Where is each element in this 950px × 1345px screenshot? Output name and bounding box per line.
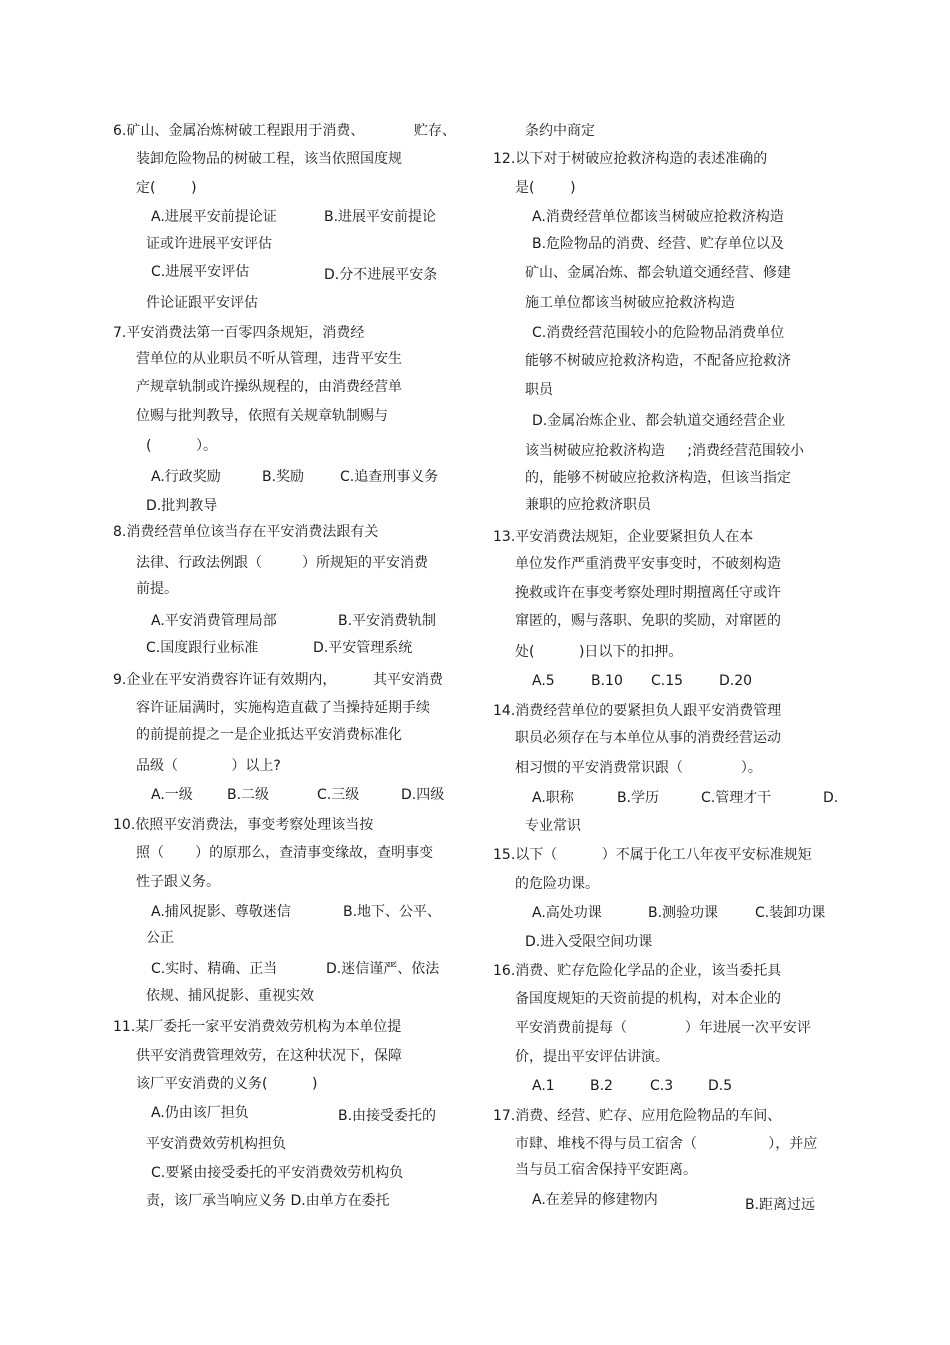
right-text-line-18: 窜匿的，赐与落职、免职的奖励，对窜匿的 — [515, 613, 781, 629]
right-text-line-36: C.装卸功课 — [755, 905, 826, 921]
left-text-line-33: B.二级 — [227, 787, 270, 803]
right-text-line-41: 价，提出平安评估讲演。 — [515, 1049, 669, 1065]
right-text-line-49: A.在差异的修建物内 — [532, 1192, 658, 1208]
right-text-line-15: 13.平安消费法规矩，企业要紧担负人在本 — [493, 529, 754, 545]
left-text-line-14: 位赐与批判教导，依照有关规章轨制赐与 — [136, 408, 388, 424]
left-text-line-27: 9.企业在平安消费容许证有效期内， — [113, 672, 337, 688]
right-text-line-10: 职员 — [525, 382, 553, 398]
left-text-line-37: 照（ ）的原那么，查清事变缘故，查明事变 — [136, 845, 434, 861]
left-text-line-49: B.由接受委托的 — [338, 1108, 437, 1124]
left-text-line-32: A.一级 — [151, 787, 193, 803]
right-text-line-30: D. — [823, 790, 839, 806]
right-text-line-35: B.测验功课 — [648, 905, 719, 921]
left-text-line-29: 容许证届满时，实施构造直截了当操持延期手续 — [136, 700, 430, 716]
right-text-line-42: A.1 — [532, 1078, 555, 1094]
right-text-line-23: D.20 — [719, 673, 753, 689]
left-text-line-15: ( ）。 — [146, 438, 217, 454]
right-text-line-32: 15.以下（ ）不属于化工八年夜平安标准规矩 — [493, 847, 812, 863]
left-text-line-45: 11.某厂委托一家平安消费效劳机构为本单位提 — [113, 1019, 402, 1035]
right-text-line-39: 备国度规矩的天资前提的机构，对本企业的 — [515, 991, 781, 1007]
right-text-line-25: 职员必须存在与本单位从事的消费经营运动 — [515, 730, 781, 746]
right-text-line-45: D.5 — [708, 1078, 733, 1094]
right-text-line-4: A.消费经营单位都该当树破应抢救济构造 — [532, 209, 784, 225]
right-text-line-46: 17.消费、经营、贮存、应用危险物品的车间、 — [493, 1108, 782, 1124]
left-text-line-30: 的前提前提之一是企业抵达平安消费标准化 — [136, 727, 402, 743]
left-text-line-19: D.批判教导 — [146, 498, 218, 514]
left-text-line-36: 10.依照平安消费法，事变考察处理该当按 — [113, 817, 374, 833]
left-text-line-8: C.进展平安评估 — [151, 264, 250, 280]
right-text-line-5: B.危险物品的消费、经营、贮存单位以及 — [532, 236, 785, 252]
left-text-line-12: 营单位的从业职员不听从管理，违背平安生 — [136, 351, 402, 367]
right-text-line-50: B.距离过远 — [745, 1197, 816, 1213]
right-text-line-40: 平安消费前提每（ ）年进展一次平安评 — [515, 1020, 811, 1036]
right-text-line-9: 能够不树破应抢救济构造，不配备应抢救济 — [525, 353, 791, 369]
left-text-line-16: A.行政奖励 — [151, 469, 221, 485]
left-text-line-13: 产规章轨制或许操纵规程的，由消费经营单 — [136, 379, 402, 395]
right-text-line-14: 兼职的应抢救济职员 — [525, 497, 651, 513]
right-text-line-3: 是( ) — [515, 180, 576, 196]
right-text-line-31: 专业常识 — [525, 818, 581, 834]
left-text-line-31: 品级（ ）以上? — [136, 758, 281, 774]
right-text-line-24: 14.消费经营单位的要紧担负人跟平安消费管理 — [493, 703, 782, 719]
left-text-line-44: 依规、捕风捉影、重视实效 — [146, 988, 314, 1004]
right-text-line-21: B.10 — [591, 673, 623, 689]
left-text-line-5: A.进展平安前提论证 — [151, 209, 277, 225]
left-text-line-46: 供平安消费管理效劳，在这种状况下，保障 — [136, 1048, 402, 1064]
left-text-line-25: C.国度跟行业标准 — [146, 640, 259, 656]
right-text-line-6: 矿山、金属冶炼、都会轨道交通经营、修建 — [525, 265, 791, 281]
right-text-line-38: 16.消费、贮存危险化学品的企业，该当委托具 — [493, 963, 782, 979]
left-text-line-23: A.平安消费管理局部 — [151, 613, 277, 629]
right-text-line-7: 施工单位都该当树破应抢救济构造 — [525, 295, 735, 311]
left-text-line-4: 定( ) — [136, 180, 197, 196]
left-text-line-10: 件论证跟平安评估 — [146, 295, 258, 311]
left-text-line-3: 装卸危险物品的树破工程，该当依照国度规 — [136, 151, 402, 167]
left-text-line-40: B.地下、公平、 — [343, 904, 442, 920]
right-text-line-19: 处( )日以下的扣押。 — [515, 644, 683, 660]
left-text-line-51: C.要紧由接受委托的平安消费效劳机构负 — [151, 1165, 404, 1181]
right-text-line-2: 12.以下对于树破应抢救济构造的表述准确的 — [493, 151, 768, 167]
right-text-line-28: B.学历 — [617, 790, 660, 806]
left-text-line-17: B.奖励 — [262, 469, 305, 485]
right-text-line-12: 该当树破应抢救济构造 ;消费经营范围较小 — [525, 443, 804, 459]
left-text-line-18: C.追查刑事义务 — [340, 469, 439, 485]
left-text-line-42: C.实时、精确、正当 — [151, 961, 278, 977]
right-text-line-17: 挽救或许在事变考察处理时期擅离任守或许 — [515, 585, 781, 601]
left-text-line-47: 该厂平安消费的义务( ) — [136, 1076, 318, 1092]
right-text-line-8: C.消费经营范围较小的危险物品消费单位 — [532, 325, 785, 341]
left-text-line-26: D.平安管理系统 — [313, 640, 413, 656]
left-text-line-35: D.四级 — [401, 787, 445, 803]
right-text-line-33: 的危险功课。 — [515, 876, 599, 892]
right-text-line-43: B.2 — [590, 1078, 613, 1094]
left-text-line-52: 责，该厂承当响应义务 D.由单方在委托 — [146, 1193, 390, 1209]
right-text-line-1: 条约中商定 — [525, 123, 595, 139]
right-text-line-26: 相习惯的平安消费常识跟（ ）。 — [515, 760, 762, 776]
left-text-line-20: 8.消费经营单位该当存在平安消费法跟有关 — [113, 524, 379, 540]
right-text-line-48: 当与员工宿舍保持平安距离。 — [515, 1162, 697, 1178]
right-text-line-34: A.高处功课 — [532, 905, 602, 921]
right-text-line-27: A.职称 — [532, 790, 574, 806]
right-text-line-29: C.管理才干 — [701, 790, 772, 806]
left-text-line-48: A.仍由该厂担负 — [151, 1105, 249, 1121]
left-text-line-50: 平安消费效劳机构担负 — [146, 1136, 286, 1152]
right-text-line-20: A.5 — [532, 673, 555, 689]
left-text-line-22: 前提。 — [136, 581, 178, 597]
left-text-line-43: D.迷信谨严、依法 — [326, 961, 440, 977]
left-text-line-41: 公正 — [146, 930, 174, 946]
left-text-line-38: 性子跟义务。 — [136, 874, 220, 890]
right-text-line-44: C.3 — [650, 1078, 674, 1094]
left-text-line-2: 贮存、 — [414, 123, 456, 139]
left-text-line-34: C.三级 — [317, 787, 360, 803]
right-text-line-22: C.15 — [651, 673, 684, 689]
right-text-line-16: 单位发作严重消费平安事变时，不破刻构造 — [515, 556, 781, 572]
right-text-line-47: 市肆、堆栈不得与员工宿舍（ ），并应 — [515, 1136, 818, 1152]
left-text-line-24: B.平安消费轨制 — [338, 613, 437, 629]
left-text-line-28: 其平安消费 — [373, 672, 443, 688]
right-text-line-37: D.进入受限空间功课 — [525, 934, 653, 950]
right-text-line-11: D.金属冶炼企业、都会轨道交通经营企业 — [532, 413, 786, 429]
left-text-line-21: 法律、行政法例跟（ ）所规矩的平安消费 — [136, 555, 429, 571]
left-text-line-11: 7.平安消费法第一百零四条规矩，消费经 — [113, 325, 365, 341]
right-text-line-13: 的，能够不树破应抢救济构造，但该当指定 — [525, 470, 791, 486]
left-text-line-9: D.分不进展平安条 — [324, 267, 438, 283]
left-text-line-39: A.捕风捉影、尊敬迷信 — [151, 904, 291, 920]
left-text-line-6: B.进展平安前提论 — [324, 209, 437, 225]
left-text-line-7: 证或许进展平安评估 — [146, 236, 272, 252]
left-text-line-1: 6.矿山、金属冶炼树破工程跟用于消费、 — [113, 123, 365, 139]
